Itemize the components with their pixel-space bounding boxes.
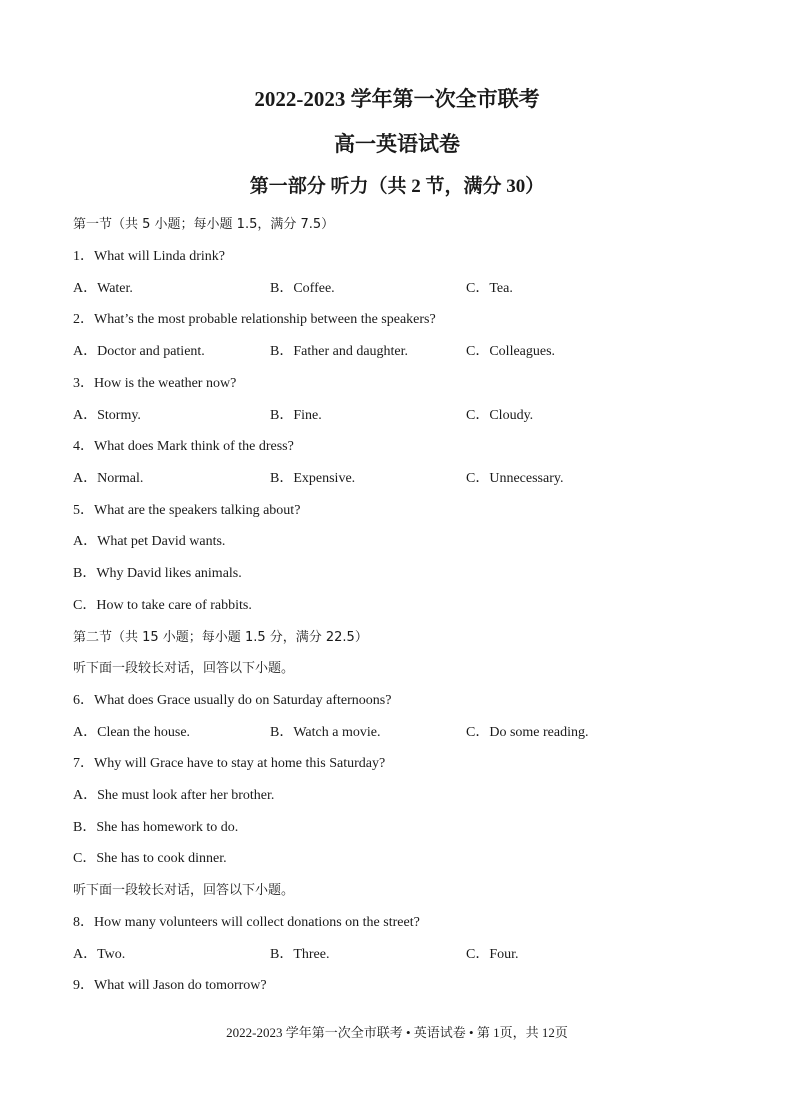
part-heading: 第一部分 听力（共 2 节，满分 30）	[249, 176, 545, 197]
question-2-option-a: A．Doctor and patient.	[73, 344, 205, 359]
exam-subtitle: 高一英语试卷	[334, 132, 460, 156]
question-7-option-b: B．She has homework to do.	[73, 820, 239, 835]
section2-heading: 第二节（共 15 小题；每小题 1.5 分，满分 22.5）	[73, 630, 368, 645]
question-1-option-b: B．Coffee.	[270, 281, 335, 296]
question-5-option-a: A．What pet David wants.	[73, 534, 226, 549]
question-1-stem: 1．What will Linda drink?	[73, 249, 226, 264]
question-8-option-c: C．Four.	[466, 947, 519, 962]
question-4-option-b: B．Expensive.	[270, 471, 356, 486]
question-8-stem: 8．How many volunteers will collect donations on the street?	[73, 915, 420, 930]
question-4-stem: 4．What does Mark think of the dress?	[73, 439, 294, 454]
exam-title: 2022-2023 学年第一次全市联考	[254, 87, 540, 111]
dialogue-instruction: 听下面一段较长对话，回答以下小题。	[73, 661, 295, 676]
question-2-stem: 2．What’s the most probable relationship between the speakers?	[73, 312, 436, 327]
dialogue-instruction: 听下面一段较长对话，回答以下小题。	[73, 883, 295, 898]
question-3-option-a: A．Stormy.	[73, 408, 141, 423]
question-6-option-a: A．Clean the house.	[73, 725, 191, 740]
question-4-option-a: A．Normal.	[73, 471, 144, 486]
question-1-option-a: A．Water.	[73, 281, 133, 296]
question-6-option-c: C．Do some reading.	[466, 725, 589, 740]
question-2-option-b: B．Father and daughter.	[270, 344, 409, 359]
page-footer: 2022-2023 学年第一次全市联考 • 英语试卷 • 第 1页，共 12页	[226, 1025, 568, 1040]
question-3-stem: 3．How is the weather now?	[73, 376, 237, 391]
question-5-option-c: C．How to take care of rabbits.	[73, 598, 252, 613]
question-1-option-c: C．Tea.	[466, 281, 513, 296]
question-6-option-b: B．Watch a movie.	[270, 725, 381, 740]
question-5-stem: 5．What are the speakers talking about?	[73, 503, 301, 518]
question-2-option-c: C．Colleagues.	[466, 344, 556, 359]
question-3-option-c: C．Cloudy.	[466, 408, 534, 423]
question-7-option-a: A．She must look after her brother.	[73, 788, 275, 803]
question-7-option-c: C．She has to cook dinner.	[73, 851, 227, 866]
question-3-option-b: B．Fine.	[270, 408, 322, 423]
question-8-option-a: A．Two.	[73, 947, 126, 962]
question-9-stem: 9．What will Jason do tomorrow?	[73, 978, 267, 993]
question-6-stem: 6．What does Grace usually do on Saturday afternoons?	[73, 693, 392, 708]
question-5-option-b: B．Why David likes animals.	[73, 566, 242, 581]
question-7-stem: 7．Why will Grace have to stay at home this Saturday?	[73, 756, 386, 771]
question-4-option-c: C．Unnecessary.	[466, 471, 564, 486]
section1-heading: 第一节（共 5 小题；每小题 1.5，满分 7.5）	[73, 217, 335, 232]
question-8-option-b: B．Three.	[270, 947, 330, 962]
